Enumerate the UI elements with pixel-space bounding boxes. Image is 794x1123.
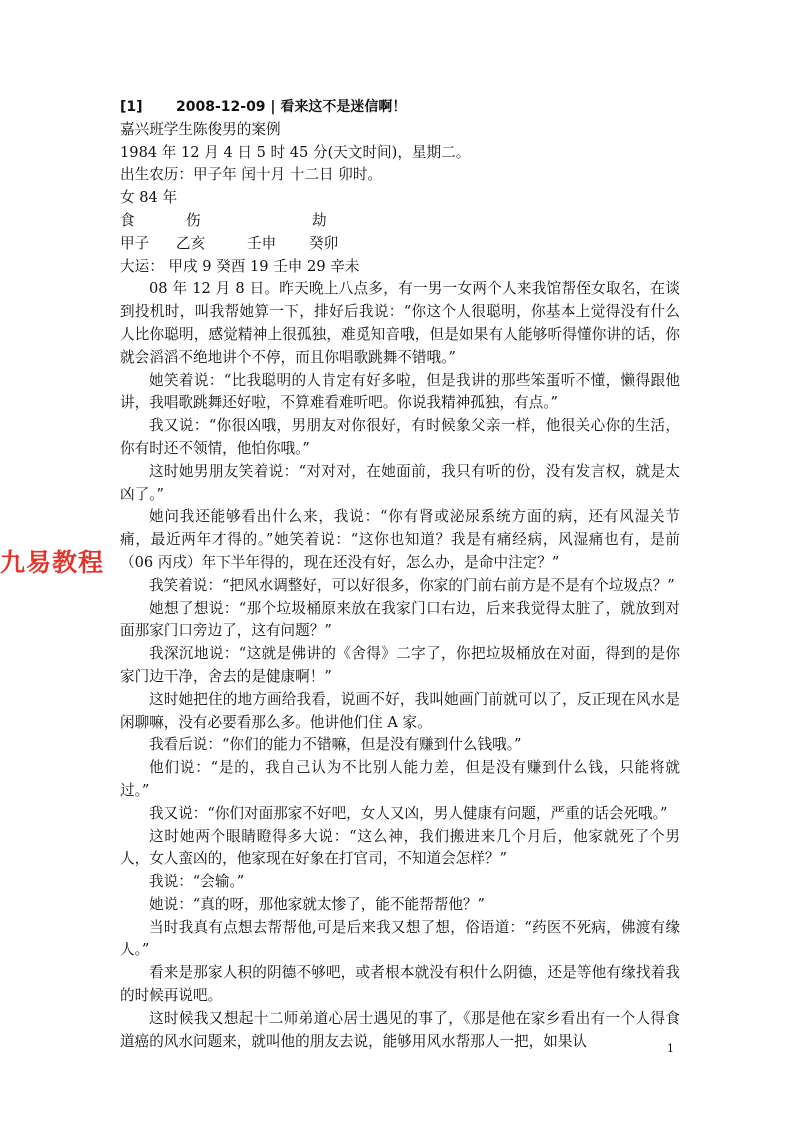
paragraph: 这时候我又想起十二师弟道心居士遇见的事了，《那是他在家乡看出有一个人得食道癌的风水问题来，就叫他的朋友去说，能够用风水帮那人一把，如果认 <box>120 1009 680 1050</box>
god-label: 劫 <box>312 211 327 229</box>
paragraph: 他们说：“是的，我自己认为不比别人能力差，但是没有赚到什么钱，只能将就过。” <box>120 759 680 799</box>
entry-title: 2008-12-09 | 看来这不是迷信啊！ <box>176 99 407 115</box>
paragraph: 当时我真有点想去帮帮他,可是后来我又想了想，俗语道：“药医不死病，佛渡有缘人。” <box>120 918 680 959</box>
article-title <box>120 96 680 119</box>
pillars-row <box>120 233 680 256</box>
paragraph: 她想了想说：“那个垃圾桶原来放在我家门口右边，后来我觉得太脏了，就放到对面那家门口旁边了，这有问题？” <box>120 599 680 640</box>
watermark-text: 九易教程 <box>0 548 105 577</box>
gender-year-line: 女 84 年 <box>120 189 178 207</box>
entry-number: [1] <box>120 99 143 115</box>
dayun-line: 大运： 甲戌 9 癸酉 19 壬申 29 辛未 <box>120 257 360 275</box>
paragraph: 看来是那家人积的阴德不够吧，或者根本就没有积什么阴德，还是等他有缘找着我的时候再说吧。 <box>120 964 680 1005</box>
page-number: 1 <box>667 1042 674 1055</box>
pillar: 壬申 <box>247 234 277 252</box>
birth-solar-line: 1984 年 12 月 4 日 5 时 45 分(天文时间)，星期二。 <box>120 143 471 161</box>
article-body <box>120 96 680 1053</box>
pillar: 甲子 <box>120 234 150 252</box>
paragraph: 我说：“会输。” <box>149 873 245 891</box>
paragraph: 这时她两个眼睛瞪得多大说：“这么神，我们搬进来几个月后，他家就死了个男人，女人蛮凶的，他家现在好象在打官司，不知道会怎样？” <box>120 827 680 868</box>
paragraph: 08 年 12 月 8 日。昨天晚上八点多，有一男一女两个人来我馆帮侄女取名，在谈到投机时，叫我帮她算一下，排好后我说：“你这个人很聪明，你基本上觉得没有什么人比你聪明，感觉精神上很孤独，难觅知音哦，但是如果有人能够听得懂你讲的话，你就会滔滔不绝地讲个不停，而且你唱歌跳舞不错哦。” <box>120 280 680 366</box>
paragraph: 我深沉地说：“这就是佛讲的《舍得》二字了，你把垃圾桶放在对面，得到的是你家门边干净，舍去的是健康啊！” <box>120 645 680 685</box>
paragraph: 这时她把住的地方画给我看，说画不好，我叫她画门前就可以了，反正现在风水是闲聊嘛，没有必要看那么多。他讲他们住 A 家。 <box>120 690 680 731</box>
ten-gods-row <box>120 210 680 233</box>
god-label: 伤 <box>186 211 201 229</box>
paragraph: 我看后说：“你们的能力不错嘛，但是没有赚到什么钱哦。” <box>149 736 522 754</box>
paragraph: 我又说：“你很凶哦，男朋友对你很好，有时候象父亲一样，他很关心你的生活，你有时还不领情，他怕你哦。” <box>120 417 680 457</box>
paragraph: 这时她男朋友笑着说：“对对对，在她面前，我只有听的份，没有发言权，就是太凶了。” <box>120 462 680 503</box>
intro-line: 嘉兴班学生陈俊男的案例 <box>120 120 281 138</box>
paragraph: 她问我还能够看出什么来，我说：“你有肾或泌尿系统方面的病，还有风湿关节痛，最近两年才得的。”她笑着说：“这你也知道？我是有痛经病，风湿痛也有，是前（06 丙戌）年下半年得的，现在还没有好，怎么办，是命中注定？” <box>120 508 680 571</box>
paragraph: 她说：“真的呀，那他家就太惨了，能不能帮帮他？” <box>149 895 485 913</box>
paragraph: 她笑着说：“比我聪明的人肯定有好多啦，但是我讲的那些笨蛋听不懂，懒得跟他讲，我唱歌跳舞还好啦，不算难看难听吧。你说我精神孤独，有点。” <box>120 371 680 412</box>
pillar: 乙亥 <box>176 234 206 252</box>
birth-lunar-line: 出生农历：甲子年 闰十月 十二日 卯时。 <box>120 166 383 184</box>
pillar: 癸卯 <box>309 234 339 252</box>
paragraph: 我笑着说：“把风水调整好，可以好很多，你家的门前右前方是不是有个垃圾点？” <box>149 576 675 594</box>
paragraph: 我又说：“你们对面那家不好吧，女人又凶，男人健康有问题，严重的话会死哦。” <box>149 804 668 822</box>
god-label: 食 <box>120 211 135 229</box>
